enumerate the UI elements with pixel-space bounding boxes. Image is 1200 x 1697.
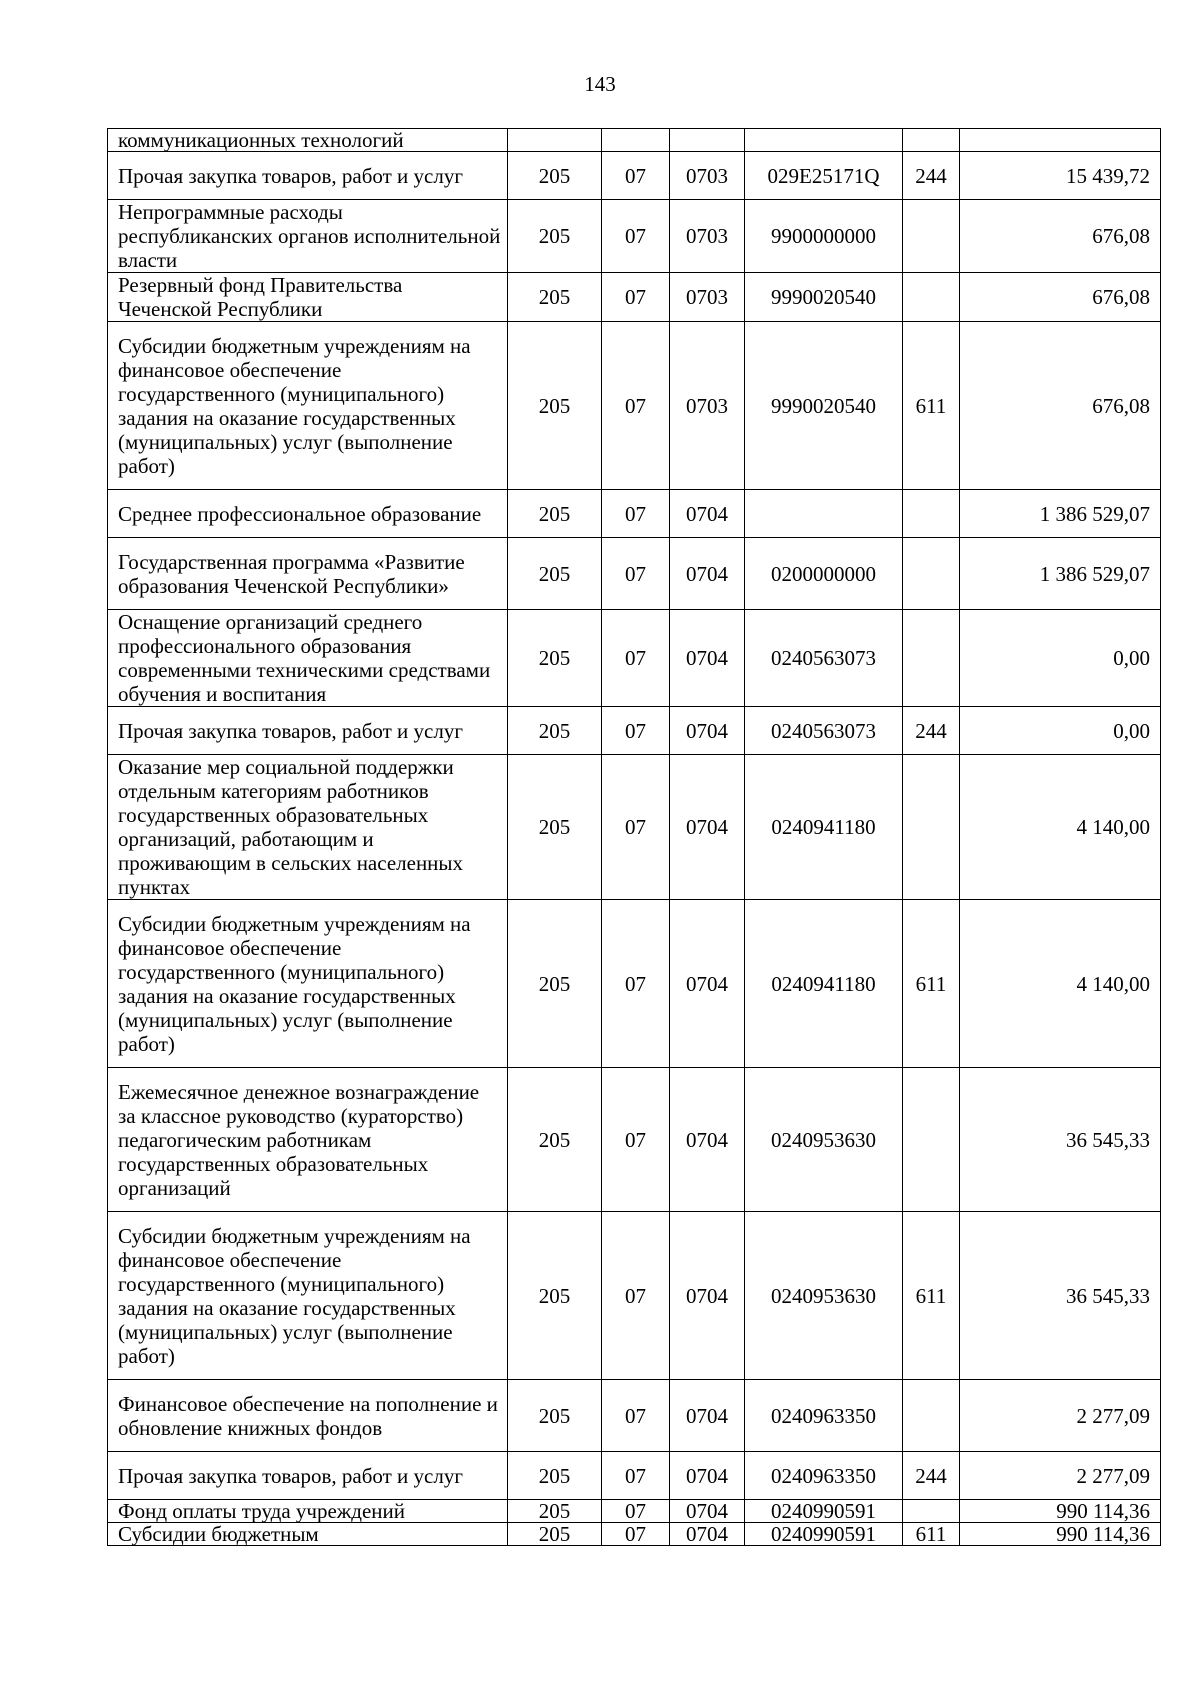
table-row	[108, 322, 1161, 490]
expense-type-cell: 244	[903, 152, 960, 200]
target-article-cell	[745, 490, 903, 538]
amount-cell: 4 140,00	[960, 755, 1161, 900]
row-name-cell: коммуникационных технологий	[108, 129, 508, 152]
expense-type-cell: 611	[903, 1523, 960, 1546]
target-article-cell: 0240963350	[745, 1380, 903, 1452]
section-code-cell: 07	[602, 707, 670, 755]
amount-cell: 676,08	[960, 273, 1161, 322]
amount-cell: 36 545,33	[960, 1212, 1161, 1380]
table-row	[108, 707, 1161, 755]
amount-cell	[960, 129, 1161, 152]
subsection-code-cell: 0704	[670, 900, 745, 1068]
table-row	[108, 129, 1161, 152]
amount-cell: 990 114,36	[960, 1500, 1161, 1523]
amount-cell: 0,00	[960, 610, 1161, 707]
table-row	[108, 1500, 1161, 1523]
subsection-code-cell: 0704	[670, 1500, 745, 1523]
row-name-cell: Финансовое обеспечение на пополнение и обновление книжных фондов	[108, 1380, 508, 1452]
expense-type-cell	[903, 129, 960, 152]
expense-type-cell	[903, 1500, 960, 1523]
ministry-code-cell: 205	[508, 538, 602, 610]
row-name-cell: Непрограммные расходы республиканских органов исполнительной власти	[108, 200, 508, 273]
target-article-cell: 0240941180	[745, 755, 903, 900]
subsection-code-cell: 0704	[670, 538, 745, 610]
ministry-code-cell: 205	[508, 1212, 602, 1380]
ministry-code-cell: 205	[508, 610, 602, 707]
section-code-cell: 07	[602, 152, 670, 200]
table-row	[108, 610, 1161, 707]
target-article-cell: 0240953630	[745, 1068, 903, 1212]
row-name-cell: Ежемесячное денежное вознаграждение за классное руководство (кураторство) педагогическим работникам государственных образовательных организаций	[108, 1068, 508, 1212]
target-article-cell: 0200000000	[745, 538, 903, 610]
table-row	[108, 152, 1161, 200]
ministry-code-cell: 205	[508, 900, 602, 1068]
subsection-code-cell: 0704	[670, 1380, 745, 1452]
target-article-cell: 9900000000	[745, 200, 903, 273]
page-number: 143	[584, 72, 616, 96]
section-code-cell: 07	[602, 1523, 670, 1546]
subsection-code-cell: 0703	[670, 322, 745, 490]
section-code-cell: 07	[602, 200, 670, 273]
section-code-cell: 07	[602, 1500, 670, 1523]
target-article-cell	[745, 129, 903, 152]
table-row	[108, 1380, 1161, 1452]
expense-type-cell: 611	[903, 322, 960, 490]
table-row	[108, 200, 1161, 273]
row-name-cell: Прочая закупка товаров, работ и услуг	[108, 1452, 508, 1500]
ministry-code-cell: 205	[508, 322, 602, 490]
amount-cell: 990 114,36	[960, 1523, 1161, 1546]
row-name-cell: Среднее профессиональное образование	[108, 490, 508, 538]
budget-table	[107, 128, 1161, 1546]
ministry-code-cell: 205	[508, 273, 602, 322]
table-row	[108, 1452, 1161, 1500]
amount-cell: 1 386 529,07	[960, 490, 1161, 538]
ministry-code-cell: 205	[508, 152, 602, 200]
table-row	[108, 1068, 1161, 1212]
table-row	[108, 755, 1161, 900]
expense-type-cell	[903, 200, 960, 273]
target-article-cell: 0240990591	[745, 1523, 903, 1546]
section-code-cell: 07	[602, 273, 670, 322]
subsection-code-cell: 0704	[670, 490, 745, 538]
amount-cell: 4 140,00	[960, 900, 1161, 1068]
subsection-code-cell: 0704	[670, 755, 745, 900]
section-code-cell: 07	[602, 900, 670, 1068]
target-article-cell: 9990020540	[745, 322, 903, 490]
expense-type-cell	[903, 273, 960, 322]
ministry-code-cell: 205	[508, 1380, 602, 1452]
expense-type-cell	[903, 755, 960, 900]
expense-type-cell	[903, 538, 960, 610]
subsection-code-cell: 0704	[670, 1452, 745, 1500]
target-article-cell: 0240563073	[745, 610, 903, 707]
section-code-cell: 07	[602, 322, 670, 490]
subsection-code-cell: 0703	[670, 273, 745, 322]
target-article-cell: 0240990591	[745, 1500, 903, 1523]
target-article-cell: 029E25171Q	[745, 152, 903, 200]
subsection-code-cell: 0703	[670, 152, 745, 200]
table-row	[108, 538, 1161, 610]
section-code-cell: 07	[602, 538, 670, 610]
target-article-cell: 9990020540	[745, 273, 903, 322]
subsection-code-cell: 0704	[670, 610, 745, 707]
amount-cell: 2 277,09	[960, 1452, 1161, 1500]
table-row	[108, 1212, 1161, 1380]
expense-type-cell	[903, 490, 960, 538]
section-code-cell: 07	[602, 490, 670, 538]
amount-cell: 676,08	[960, 322, 1161, 490]
expense-type-cell	[903, 1068, 960, 1212]
ministry-code-cell: 205	[508, 755, 602, 900]
row-name-cell: Прочая закупка товаров, работ и услуг	[108, 707, 508, 755]
subsection-code-cell: 0704	[670, 1068, 745, 1212]
table-row	[108, 273, 1161, 322]
ministry-code-cell: 205	[508, 1500, 602, 1523]
target-article-cell: 0240563073	[745, 707, 903, 755]
row-name-cell: Оснащение организаций среднего профессионального образования современными техническими средствами обучения и воспитания	[108, 610, 508, 707]
subsection-code-cell: 0704	[670, 1523, 745, 1546]
section-code-cell: 07	[602, 610, 670, 707]
subsection-code-cell: 0703	[670, 200, 745, 273]
section-code-cell: 07	[602, 755, 670, 900]
table-row	[108, 490, 1161, 538]
target-article-cell: 0240941180	[745, 900, 903, 1068]
target-article-cell: 0240963350	[745, 1452, 903, 1500]
ministry-code-cell: 205	[508, 490, 602, 538]
subsection-code-cell: 0704	[670, 707, 745, 755]
target-article-cell: 0240953630	[745, 1212, 903, 1380]
amount-cell: 676,08	[960, 200, 1161, 273]
expense-type-cell: 244	[903, 1452, 960, 1500]
ministry-code-cell: 205	[508, 200, 602, 273]
ministry-code-cell: 205	[508, 707, 602, 755]
ministry-code-cell	[508, 129, 602, 152]
expense-type-cell: 611	[903, 900, 960, 1068]
amount-cell: 15 439,72	[960, 152, 1161, 200]
row-name-cell: Субсидии бюджетным учреждениям на финансовое обеспечение государственного (муниципального) задания на оказание государственных (муниципальных) услуг (выполнение работ)	[108, 1212, 508, 1380]
row-name-cell: Субсидии бюджетным учреждениям на финансовое обеспечение государственного (муниципального) задания на оказание государственных (муниципальных) услуг (выполнение работ)	[108, 900, 508, 1068]
row-name-cell: Фонд оплаты труда учреждений	[108, 1500, 508, 1523]
subsection-code-cell: 0704	[670, 1212, 745, 1380]
table-row	[108, 900, 1161, 1068]
expense-type-cell: 611	[903, 1212, 960, 1380]
section-code-cell	[602, 129, 670, 152]
ministry-code-cell: 205	[508, 1452, 602, 1500]
amount-cell: 0,00	[960, 707, 1161, 755]
expense-type-cell	[903, 610, 960, 707]
expense-type-cell	[903, 1380, 960, 1452]
row-name-cell: Государственная программа «Развитие образования Чеченской Республики»	[108, 538, 508, 610]
amount-cell: 2 277,09	[960, 1380, 1161, 1452]
section-code-cell: 07	[602, 1380, 670, 1452]
section-code-cell: 07	[602, 1068, 670, 1212]
section-code-cell: 07	[602, 1212, 670, 1380]
expense-type-cell: 244	[903, 707, 960, 755]
amount-cell: 36 545,33	[960, 1068, 1161, 1212]
row-name-cell: Прочая закупка товаров, работ и услуг	[108, 152, 508, 200]
ministry-code-cell: 205	[508, 1068, 602, 1212]
table-row	[108, 1523, 1161, 1546]
row-name-cell: Резервный фонд Правительства Чеченской Республики	[108, 273, 508, 322]
row-name-cell: Субсидии бюджетным учреждениям на финансовое обеспечение государственного (муниципального) задания на оказание государственных (муниципальных) услуг (выполнение работ)	[108, 322, 508, 490]
section-code-cell: 07	[602, 1452, 670, 1500]
ministry-code-cell: 205	[508, 1523, 602, 1546]
amount-cell: 1 386 529,07	[960, 538, 1161, 610]
row-name-cell: Оказание мер социальной поддержки отдельным категориям работников государственных образовательных организаций, работающим и проживающим в сельских населенных пунктах	[108, 755, 508, 900]
row-name-cell: Субсидии бюджетным	[108, 1523, 508, 1546]
subsection-code-cell	[670, 129, 745, 152]
